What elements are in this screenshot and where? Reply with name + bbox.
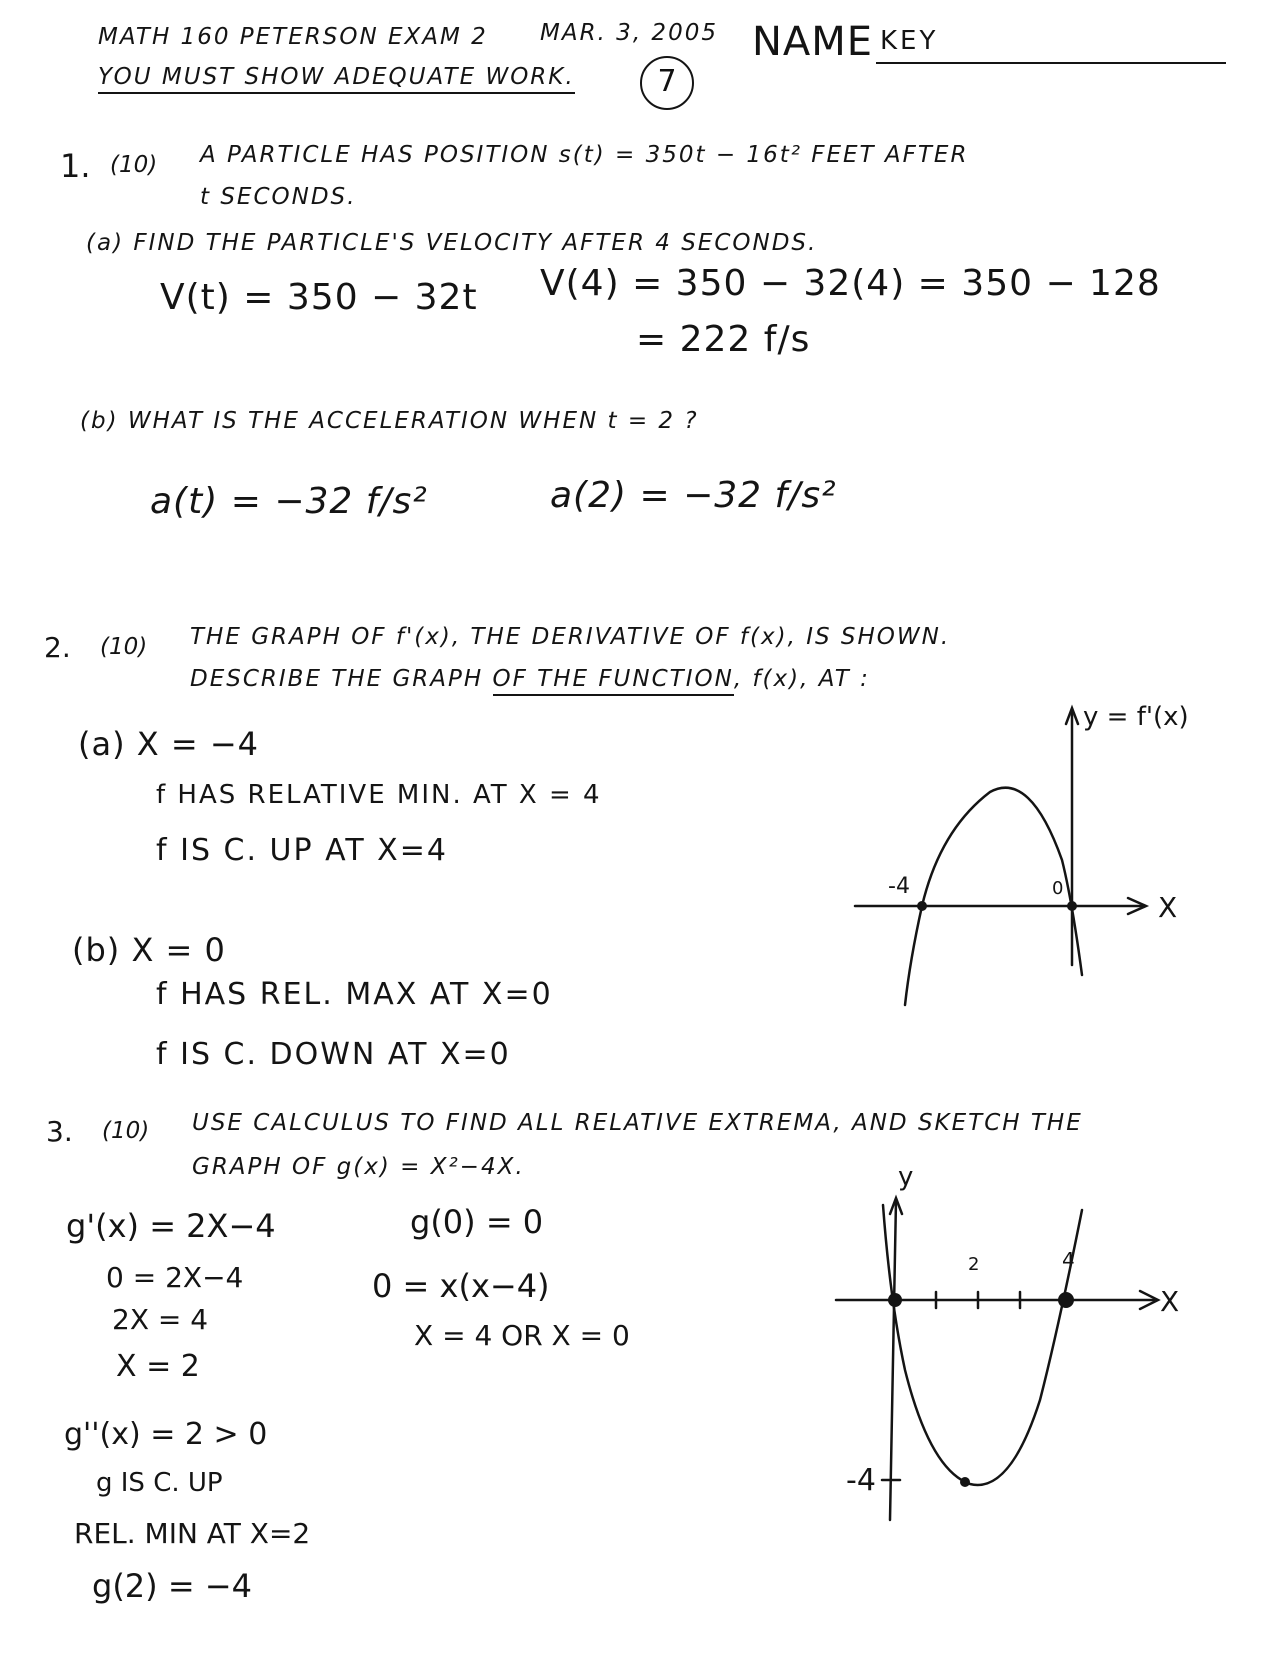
q3-x-label: X bbox=[1160, 1285, 1180, 1318]
q1-prompt-line2: t SECONDS. bbox=[200, 184, 357, 210]
q3-work-mid-2: 0 = x(x−4) bbox=[372, 1267, 550, 1305]
q3-tick-2-label: 2 bbox=[968, 1254, 980, 1275]
q3-root-0-dot bbox=[888, 1293, 902, 1307]
q3-y-label: y bbox=[898, 1162, 914, 1192]
q2b-work1: f HAS REL. MAX AT X=0 bbox=[156, 977, 553, 1012]
q2-zero-label: 0 bbox=[1052, 878, 1064, 899]
q3-min-dot bbox=[960, 1477, 970, 1487]
q2b-prompt: (b) X = 0 bbox=[72, 931, 226, 969]
q2-number: 2. bbox=[44, 631, 71, 664]
page-number-circle: 7 bbox=[640, 56, 694, 110]
q1-number: 1. bbox=[60, 147, 91, 185]
q1a-prompt: (a) FIND THE PARTICLE'S VELOCITY AFTER 4 SECONDS. bbox=[86, 230, 818, 256]
instruction-label: YOU MUST SHOW ADEQUATE WORK. bbox=[98, 64, 575, 94]
q3-work-mid-3: X = 4 OR X = 0 bbox=[414, 1319, 630, 1352]
q2-neg4-label: -4 bbox=[888, 874, 910, 899]
q3-number: 3. bbox=[46, 1115, 73, 1148]
name-label: NAME bbox=[752, 19, 874, 65]
q3-prompt-line1: USE CALCULUS TO FIND ALL RELATIVE EXTREMA, AND SKETCH THE bbox=[192, 1110, 1083, 1136]
q2a-work2: f IS C. UP AT X=4 bbox=[156, 833, 448, 868]
q3-tick-4-label: 4 bbox=[1062, 1248, 1075, 1272]
q3-y-axis bbox=[890, 1200, 896, 1520]
q1b-work1: a(t) = −32 f/s² bbox=[150, 481, 428, 522]
q3-points: (10) bbox=[102, 1118, 150, 1144]
q3-work-mid-1: g(0) = 0 bbox=[410, 1203, 544, 1241]
q3-work-left-4: X = 2 bbox=[116, 1349, 200, 1384]
q3-work-left-3: 2X = 4 bbox=[112, 1303, 209, 1336]
course-line: MATH 160 PETERSON EXAM 2 bbox=[98, 24, 488, 50]
q3-prompt-line2: GRAPH OF g(x) = X²−4X. bbox=[192, 1154, 525, 1180]
q3-work-left-2: 0 = 2X−4 bbox=[106, 1261, 244, 1294]
q2-prompt-line2-c: , f(x), AT : bbox=[733, 666, 870, 692]
q3-work-second-4: g(2) = −4 bbox=[92, 1567, 252, 1605]
q2-points: (10) bbox=[100, 634, 148, 660]
q3-tick-neg4-label: -4 bbox=[846, 1463, 876, 1498]
q1b-prompt: (b) WHAT IS THE ACCELERATION WHEN t = 2 ? bbox=[80, 408, 699, 434]
q3-parabola-curve bbox=[883, 1205, 1082, 1485]
exam-date: MAR. 3, 2005 bbox=[540, 20, 718, 46]
q2b-work2: f IS C. DOWN AT X=0 bbox=[156, 1037, 511, 1072]
q2-curve-label: y = f'(x) bbox=[1083, 702, 1189, 732]
name-value: KEY bbox=[880, 26, 939, 56]
q3-work-second-3: REL. MIN AT X=2 bbox=[74, 1517, 311, 1550]
q3-root-4-dot bbox=[1058, 1292, 1074, 1308]
q2a-prompt: (a) X = −4 bbox=[78, 725, 259, 763]
q1-prompt-line1: A PARTICLE HAS POSITION s(t) = 350t − 16t² FEET AFTER bbox=[200, 142, 969, 168]
q1a-work3: = 222 f/s bbox=[636, 319, 811, 360]
q1a-work2: V(4) = 350 − 32(4) = 350 − 128 bbox=[540, 263, 1161, 304]
q2a-work1: f HAS RELATIVE MIN. AT X = 4 bbox=[156, 780, 602, 810]
q1b-work2: a(2) = −32 f/s² bbox=[550, 475, 837, 516]
q2-prompt-line1: THE GRAPH OF f'(x), THE DERIVATIVE OF f(x), IS SHOWN. bbox=[190, 624, 951, 650]
q2-prompt-line2-a: DESCRIBE THE GRAPH bbox=[190, 666, 484, 692]
q2-x-label: X bbox=[1158, 891, 1178, 924]
q1-points: (10) bbox=[110, 152, 158, 178]
q1a-work1: V(t) = 350 − 32t bbox=[160, 277, 478, 318]
q3-work-second-2: g IS C. UP bbox=[96, 1468, 223, 1498]
q3-work-second-1: g''(x) = 2 > 0 bbox=[64, 1417, 268, 1452]
q3-work-left-1: g'(x) = 2X−4 bbox=[66, 1207, 276, 1245]
q2-prompt-line2-b: OF THE FUNCTION bbox=[493, 666, 734, 696]
